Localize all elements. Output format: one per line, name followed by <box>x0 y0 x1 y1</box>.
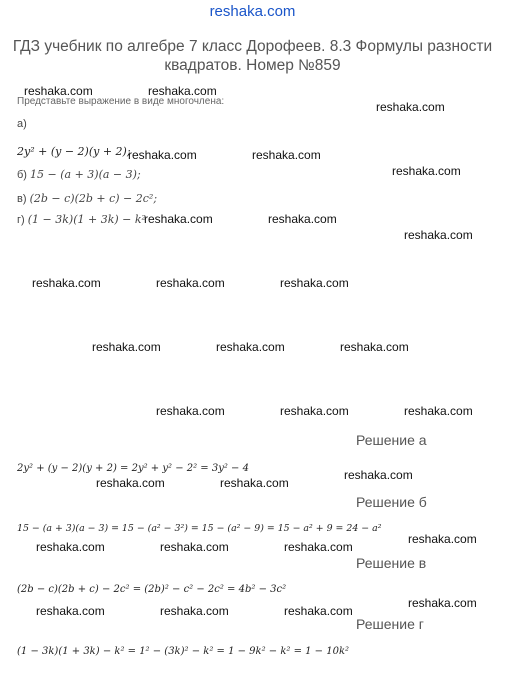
task-item-v <box>17 192 157 205</box>
watermark: reshaka.com <box>156 404 225 418</box>
watermark: reshaka.com <box>404 404 473 418</box>
watermark: reshaka.com <box>160 540 229 554</box>
watermark: reshaka.com <box>268 212 337 226</box>
task-item-a-expr: 2y² + (y − 2)(y + 2); <box>17 145 131 158</box>
watermark: reshaka.com <box>392 164 461 178</box>
solution-heading-v: Решение в <box>356 555 427 571</box>
watermark: reshaka.com <box>280 404 349 418</box>
watermark: reshaka.com <box>32 276 101 290</box>
watermark: reshaka.com <box>408 532 477 546</box>
watermark: reshaka.com <box>280 276 349 290</box>
task-item-b <box>17 168 141 181</box>
solution-heading-g: Решение г <box>356 616 424 632</box>
site-link[interactable]: reshaka.com <box>209 3 296 20</box>
watermark: reshaka.com <box>376 100 445 114</box>
watermark: reshaka.com <box>24 84 93 98</box>
task-item-label-a: а) <box>17 118 27 130</box>
watermark: reshaka.com <box>216 340 285 354</box>
watermark: reshaka.com <box>144 212 213 226</box>
task-item-g-expr: (1 − 3k)(1 + 3k) − k² <box>27 213 146 226</box>
watermark: reshaka.com <box>148 84 217 98</box>
solution-heading-a: Решение а <box>356 432 427 448</box>
watermark: reshaka.com <box>128 148 197 162</box>
watermark: reshaka.com <box>96 476 165 490</box>
watermark: reshaka.com <box>408 596 477 610</box>
watermark: reshaka.com <box>284 604 353 618</box>
solution-equation-g: (1 − 3k)(1 + 3k) − k² = 1² − (3k)² − k² = 1 − 9k² − k² = 1 − 10k² <box>17 646 350 657</box>
solution-equation-v: (2b − c)(2b + c) − 2c² = (2b)² − c² − 2c² = 4b² − 3c² <box>17 584 287 595</box>
task-item-v-expr: (2b − c)(2b + c) − 2c²; <box>29 192 158 205</box>
solution-equation-b: 15 − (a + 3)(a − 3) = 15 − (a² − 3²) = 15 − (a² − 9) = 15 − a² + 9 = 24 − a² <box>17 523 382 534</box>
watermark: reshaka.com <box>340 340 409 354</box>
watermark: reshaka.com <box>344 468 413 482</box>
watermark: reshaka.com <box>156 276 225 290</box>
task-item-label-g: г) <box>17 214 25 226</box>
watermark: reshaka.com <box>160 604 229 618</box>
solution-heading-b: Решение б <box>356 494 427 510</box>
solution-equation-a: 2y² + (y − 2)(y + 2) = 2y² + y² − 2² = 3y² − 4 <box>17 463 249 474</box>
page-title: ГДЗ учебник по алгебре 7 класс Дорофеев. 8.3 Формулы разности квадратов. Номер №859 <box>12 38 493 74</box>
task-item-g <box>17 213 146 226</box>
task-item-label-b: б) <box>17 169 27 181</box>
watermark: reshaka.com <box>252 148 321 162</box>
watermark: reshaka.com <box>36 604 105 618</box>
watermark: reshaka.com <box>36 540 105 554</box>
watermark: reshaka.com <box>284 540 353 554</box>
task-intro: Представьте выражение в виде многочлена: <box>17 96 225 107</box>
watermark: reshaka.com <box>404 228 473 242</box>
task-item-b-expr: 15 − (a + 3)(a − 3); <box>30 168 141 181</box>
watermark: reshaka.com <box>220 476 289 490</box>
watermark: reshaka.com <box>92 340 161 354</box>
task-item-label-v: в) <box>17 193 27 205</box>
